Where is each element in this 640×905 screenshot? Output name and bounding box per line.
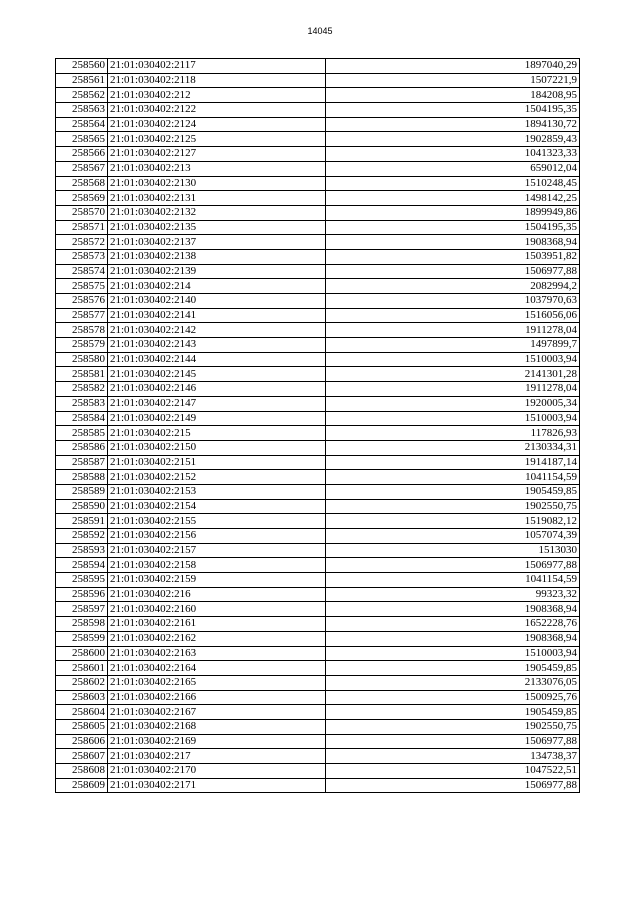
cadastral-number-cell: 21:01:030402:2164 (108, 661, 326, 676)
cadastral-number-cell: 21:01:030402:2118 (108, 73, 326, 88)
table-row (56, 661, 580, 676)
cadastral-number-cell: 21:01:030402:217 (108, 749, 326, 764)
cadastral-number-cell: 21:01:030402:2142 (108, 323, 326, 338)
table-row (56, 764, 580, 779)
row-number-cell: 258578 (56, 323, 108, 338)
cadastral-value-cell: 1513030 (326, 543, 580, 558)
cadastral-value-cell: 1498142,25 (326, 191, 580, 206)
table-row (56, 88, 580, 103)
table-row (56, 411, 580, 426)
cadastral-value-cell: 1510003,94 (326, 411, 580, 426)
cadastral-value-cell: 1902550,75 (326, 499, 580, 514)
row-number-cell: 258606 (56, 734, 108, 749)
cadastral-value-cell: 1504195,35 (326, 103, 580, 118)
row-number-cell: 258562 (56, 88, 108, 103)
row-number-cell: 258593 (56, 543, 108, 558)
row-number-cell: 258561 (56, 73, 108, 88)
cadastral-value-cell: 1516056,06 (326, 308, 580, 323)
cadastral-value-cell: 1519082,12 (326, 514, 580, 529)
cadastral-number-cell: 21:01:030402:2141 (108, 308, 326, 323)
cadastral-number-cell: 21:01:030402:2139 (108, 264, 326, 279)
row-number-cell: 258607 (56, 749, 108, 764)
table-row (56, 690, 580, 705)
cadastral-value-cell: 1503951,82 (326, 249, 580, 264)
table-row (56, 382, 580, 397)
cadastral-value-cell: 2130334,31 (326, 440, 580, 455)
cadastral-value-cell: 1905459,85 (326, 484, 580, 499)
cadastral-value-cell: 1506977,88 (326, 778, 580, 793)
table-row (56, 396, 580, 411)
table-row (56, 470, 580, 485)
table-row (56, 484, 580, 499)
row-number-cell: 258597 (56, 602, 108, 617)
cadastral-value-cell: 99323,32 (326, 587, 580, 602)
row-number-cell: 258603 (56, 690, 108, 705)
cadastral-number-cell: 21:01:030402:2161 (108, 617, 326, 632)
cadastral-value-cell: 1908368,94 (326, 602, 580, 617)
cadastral-number-cell: 21:01:030402:2150 (108, 440, 326, 455)
cadastral-number-cell: 21:01:030402:2149 (108, 411, 326, 426)
row-number-cell: 258580 (56, 352, 108, 367)
row-number-cell: 258567 (56, 161, 108, 176)
row-number-cell: 258579 (56, 338, 108, 353)
cadastral-value-cell: 1902859,43 (326, 132, 580, 147)
table-row (56, 205, 580, 220)
cadastral-value-cell: 2141301,28 (326, 367, 580, 382)
cadastral-number-cell: 21:01:030402:2122 (108, 103, 326, 118)
table-row (56, 631, 580, 646)
table-row (56, 220, 580, 235)
table-row (56, 440, 580, 455)
cadastral-value-cell: 2133076,05 (326, 675, 580, 690)
table-row (56, 323, 580, 338)
cadastral-number-cell: 21:01:030402:212 (108, 88, 326, 103)
cadastral-value-cell: 1914187,14 (326, 455, 580, 470)
row-number-cell: 258608 (56, 764, 108, 779)
row-number-cell: 258564 (56, 117, 108, 132)
cadastral-number-cell: 21:01:030402:2165 (108, 675, 326, 690)
cadastral-value-cell: 1652228,76 (326, 617, 580, 632)
cadastral-value-cell: 1506977,88 (326, 734, 580, 749)
table-row (56, 73, 580, 88)
table-row (56, 103, 580, 118)
cadastral-number-cell: 21:01:030402:2132 (108, 205, 326, 220)
cadastral-number-cell: 21:01:030402:2140 (108, 294, 326, 309)
table-row (56, 778, 580, 793)
row-number-cell: 258587 (56, 455, 108, 470)
cadastral-number-cell: 21:01:030402:2131 (108, 191, 326, 206)
table-row (56, 749, 580, 764)
cadastral-number-cell: 21:01:030402:2163 (108, 646, 326, 661)
row-number-cell: 258596 (56, 587, 108, 602)
cadastral-value-cell: 1057074,39 (326, 529, 580, 544)
cadastral-number-cell: 21:01:030402:2167 (108, 705, 326, 720)
cadastral-number-cell: 21:01:030402:2153 (108, 484, 326, 499)
row-number-cell: 258589 (56, 484, 108, 499)
row-number-cell: 258601 (56, 661, 108, 676)
cadastral-number-cell: 21:01:030402:2169 (108, 734, 326, 749)
row-number-cell: 258581 (56, 367, 108, 382)
row-number-cell: 258602 (56, 675, 108, 690)
table-row (56, 176, 580, 191)
cadastral-value-cell: 1911278,04 (326, 323, 580, 338)
table-row (56, 426, 580, 441)
table-row (56, 675, 580, 690)
table-row (56, 367, 580, 382)
cadastral-number-cell: 21:01:030402:2171 (108, 778, 326, 793)
table-row (56, 279, 580, 294)
row-number-cell: 258586 (56, 440, 108, 455)
cadastral-value-cell: 1911278,04 (326, 382, 580, 397)
cadastral-value-cell: 1037970,63 (326, 294, 580, 309)
page-number: 14045 (307, 26, 333, 36)
row-number-cell: 258599 (56, 631, 108, 646)
row-number-cell: 258585 (56, 426, 108, 441)
cadastral-number-cell: 21:01:030402:2143 (108, 338, 326, 353)
cadastral-number-cell: 21:01:030402:2155 (108, 514, 326, 529)
cadastral-number-cell: 21:01:030402:2135 (108, 220, 326, 235)
cadastral-value-table (55, 58, 580, 793)
table-row (56, 602, 580, 617)
row-number-cell: 258576 (56, 294, 108, 309)
cadastral-value-cell: 1510003,94 (326, 352, 580, 367)
cadastral-value-cell: 1506977,88 (326, 558, 580, 573)
cadastral-value-cell: 1497899,7 (326, 338, 580, 353)
cadastral-number-cell: 21:01:030402:2159 (108, 573, 326, 588)
row-number-cell: 258577 (56, 308, 108, 323)
cadastral-number-cell: 21:01:030402:2151 (108, 455, 326, 470)
table-row (56, 543, 580, 558)
row-number-cell: 258604 (56, 705, 108, 720)
cadastral-value-cell: 1510248,45 (326, 176, 580, 191)
cadastral-value-cell: 1899949,86 (326, 205, 580, 220)
cadastral-number-cell: 21:01:030402:216 (108, 587, 326, 602)
cadastral-value-cell: 117826,93 (326, 426, 580, 441)
row-number-cell: 258594 (56, 558, 108, 573)
table-row (56, 294, 580, 309)
cadastral-value-cell: 1905459,85 (326, 705, 580, 720)
row-number-cell: 258605 (56, 719, 108, 734)
row-number-cell: 258568 (56, 176, 108, 191)
cadastral-value-cell: 1500925,76 (326, 690, 580, 705)
cadastral-number-cell: 21:01:030402:2154 (108, 499, 326, 514)
table-row (56, 617, 580, 632)
cadastral-number-cell: 21:01:030402:2117 (108, 59, 326, 74)
table-row (56, 59, 580, 74)
table-row (56, 147, 580, 162)
cadastral-number-cell: 21:01:030402:2138 (108, 249, 326, 264)
cadastral-value-cell: 1041154,59 (326, 573, 580, 588)
cadastral-value-cell: 1504195,35 (326, 220, 580, 235)
cadastral-value-cell: 1905459,85 (326, 661, 580, 676)
cadastral-number-cell: 21:01:030402:2162 (108, 631, 326, 646)
row-number-cell: 258560 (56, 59, 108, 74)
table-row (56, 191, 580, 206)
row-number-cell: 258588 (56, 470, 108, 485)
cadastral-number-cell: 21:01:030402:2145 (108, 367, 326, 382)
cadastral-value-cell: 134738,37 (326, 749, 580, 764)
table-row (56, 558, 580, 573)
cadastral-number-cell: 21:01:030402:2130 (108, 176, 326, 191)
table-row (56, 514, 580, 529)
table-row (56, 117, 580, 132)
table-row (56, 455, 580, 470)
cadastral-number-cell: 21:01:030402:2158 (108, 558, 326, 573)
cadastral-value-cell: 1908368,94 (326, 235, 580, 250)
table-row (56, 249, 580, 264)
cadastral-number-cell: 21:01:030402:2147 (108, 396, 326, 411)
row-number-cell: 258582 (56, 382, 108, 397)
row-number-cell: 258571 (56, 220, 108, 235)
cadastral-value-cell: 1897040,29 (326, 59, 580, 74)
cadastral-number-cell: 21:01:030402:2146 (108, 382, 326, 397)
cadastral-value-cell: 1908368,94 (326, 631, 580, 646)
table-body (56, 59, 580, 793)
cadastral-value-cell: 1506977,88 (326, 264, 580, 279)
cadastral-value-cell: 2082994,2 (326, 279, 580, 294)
cadastral-value-cell: 184208,95 (326, 88, 580, 103)
row-number-cell: 258590 (56, 499, 108, 514)
table-row (56, 352, 580, 367)
row-number-cell: 258600 (56, 646, 108, 661)
table-row (56, 719, 580, 734)
row-number-cell: 258609 (56, 778, 108, 793)
cadastral-value-cell: 1047522,51 (326, 764, 580, 779)
row-number-cell: 258574 (56, 264, 108, 279)
cadastral-number-cell: 21:01:030402:2144 (108, 352, 326, 367)
cadastral-number-cell: 21:01:030402:2166 (108, 690, 326, 705)
row-number-cell: 258569 (56, 191, 108, 206)
table-row (56, 308, 580, 323)
cadastral-number-cell: 21:01:030402:2137 (108, 235, 326, 250)
row-number-cell: 258592 (56, 529, 108, 544)
row-number-cell: 258570 (56, 205, 108, 220)
table-row (56, 132, 580, 147)
cadastral-value-cell: 1920005,34 (326, 396, 580, 411)
table-row (56, 529, 580, 544)
row-number-cell: 258563 (56, 103, 108, 118)
cadastral-value-cell: 1894130,72 (326, 117, 580, 132)
cadastral-number-cell: 21:01:030402:2170 (108, 764, 326, 779)
row-number-cell: 258575 (56, 279, 108, 294)
cadastral-number-cell: 21:01:030402:2152 (108, 470, 326, 485)
cadastral-number-cell: 21:01:030402:2160 (108, 602, 326, 617)
cadastral-number-cell: 21:01:030402:213 (108, 161, 326, 176)
row-number-cell: 258572 (56, 235, 108, 250)
cadastral-number-cell: 21:01:030402:2125 (108, 132, 326, 147)
table-row (56, 264, 580, 279)
cadastral-value-cell: 1510003,94 (326, 646, 580, 661)
table-row (56, 587, 580, 602)
cadastral-value-cell: 1902550,75 (326, 719, 580, 734)
row-number-cell: 258573 (56, 249, 108, 264)
row-number-cell: 258598 (56, 617, 108, 632)
cadastral-number-cell: 21:01:030402:214 (108, 279, 326, 294)
row-number-cell: 258565 (56, 132, 108, 147)
row-number-cell: 258584 (56, 411, 108, 426)
table-row (56, 705, 580, 720)
table-row (56, 338, 580, 353)
cadastral-value-cell: 1041323,33 (326, 147, 580, 162)
table-row (56, 499, 580, 514)
cadastral-number-cell: 21:01:030402:215 (108, 426, 326, 441)
cadastral-number-cell: 21:01:030402:2124 (108, 117, 326, 132)
row-number-cell: 258566 (56, 147, 108, 162)
cadastral-value-cell: 1507221,9 (326, 73, 580, 88)
cadastral-value-cell: 1041154,59 (326, 470, 580, 485)
table-row (56, 161, 580, 176)
row-number-cell: 258583 (56, 396, 108, 411)
cadastral-number-cell: 21:01:030402:2157 (108, 543, 326, 558)
table-row (56, 573, 580, 588)
row-number-cell: 258595 (56, 573, 108, 588)
table-row (56, 734, 580, 749)
table-row (56, 235, 580, 250)
cadastral-number-cell: 21:01:030402:2127 (108, 147, 326, 162)
row-number-cell: 258591 (56, 514, 108, 529)
table-row (56, 646, 580, 661)
cadastral-number-cell: 21:01:030402:2156 (108, 529, 326, 544)
cadastral-value-cell: 659012,04 (326, 161, 580, 176)
cadastral-number-cell: 21:01:030402:2168 (108, 719, 326, 734)
